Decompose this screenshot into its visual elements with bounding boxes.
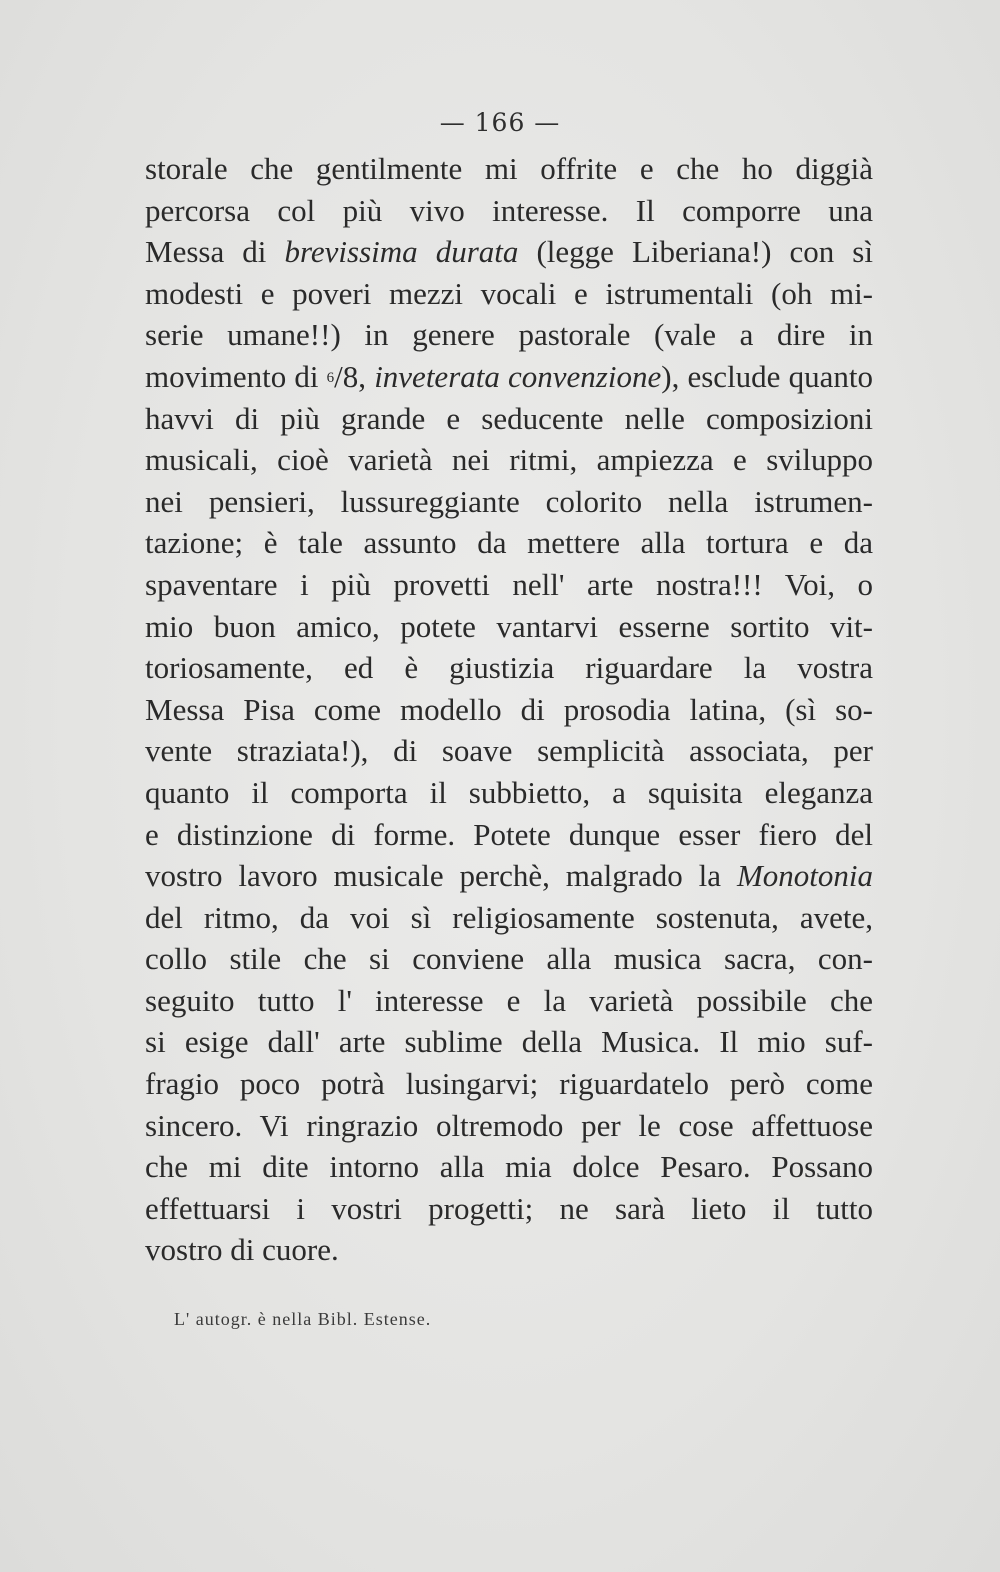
text-run: havvi di più grande e seducente nelle composizioni — [145, 400, 873, 436]
fraction-numerator: 6 — [326, 369, 335, 386]
text-run: vostro di cuore. — [145, 1232, 339, 1268]
text-run: che mi dite intorno alla mia dolce Pesaro. Possano — [145, 1149, 873, 1185]
text-run: percorsa col più vivo interesse. Il comporre una — [145, 192, 873, 228]
footnote: L' autogr. è nella Bibl. Estense. — [174, 1309, 432, 1329]
text-line — [145, 814, 873, 856]
text-line — [145, 647, 873, 689]
text-run: storale che gentilmente mi offrite e che ho diggià — [145, 151, 873, 186]
text-line — [145, 398, 873, 440]
text-run: mio buon amico, potete vantarvi esserne sortito vit- — [145, 608, 873, 644]
text-line — [145, 1229, 873, 1271]
text-line — [145, 730, 873, 772]
text-line — [145, 481, 873, 523]
text-run: (legge Liberiana!) con sì — [518, 234, 873, 270]
text-run: toriosamente, ed è giustizia riguardare la vostra — [145, 650, 873, 686]
text-line — [145, 439, 873, 481]
text-run: sincero. Vi ringrazio oltremodo per le cose affettuose — [145, 1107, 873, 1143]
page-number: — 166 — — [439, 108, 561, 137]
text-line — [145, 314, 873, 356]
text-line — [145, 1063, 873, 1105]
text-run: seguito tutto l' interesse e la varietà possibile che — [145, 982, 873, 1018]
text-run: effettuarsi i vostri progetti; ne sarà lieto il tutto — [145, 1190, 873, 1226]
text-run: spaventare i più provetti nell' arte nostra!!! Voi, o — [145, 566, 873, 602]
text-line — [145, 564, 873, 606]
italic-run: brevissima durata — [284, 234, 519, 270]
text-run: nei pensieri, lussureggiante colorito nella istrumen- — [145, 483, 873, 519]
text-run: vente straziata!), di soave semplicità associata, per — [145, 733, 873, 769]
text-line — [145, 689, 873, 731]
text-line — [145, 772, 873, 814]
text-run: modesti e poveri mezzi vocali e istrumentali (oh mi- — [145, 275, 873, 311]
text-line — [145, 148, 873, 190]
text-line — [145, 522, 873, 564]
text-run: /8, — [334, 358, 375, 394]
text-line — [145, 897, 873, 939]
italic-run: inveterata convenzione — [374, 358, 662, 394]
text-line — [145, 356, 873, 398]
text-run: Messa Pisa come modello di prosodia latina, (sì so- — [145, 691, 873, 727]
letter-body — [145, 148, 873, 1271]
text-run: fragio poco potrà lusingarvi; riguardatelo però come — [145, 1066, 873, 1102]
text-run: movimento di — [145, 358, 327, 394]
text-run: vostro lavoro musicale perchè, malgrado la — [145, 858, 737, 894]
text-run: serie umane!!) in genere pastorale (vale a dire in — [145, 317, 873, 353]
text-run: ), esclude quanto — [661, 358, 873, 394]
text-run: musicali, cioè varietà nei ritmi, ampiezza e sviluppo — [145, 442, 873, 478]
text-line — [145, 1105, 873, 1147]
text-line — [145, 1188, 873, 1230]
text-line — [145, 1146, 873, 1188]
italic-run: Monotonia — [736, 858, 873, 894]
text-line — [145, 273, 873, 315]
text-line — [145, 1021, 873, 1063]
text-run: del ritmo, da voi sì religiosamente sostenuta, avete, — [145, 899, 873, 935]
text-line — [145, 190, 873, 232]
text-line — [145, 980, 873, 1022]
text-run: tazione; è tale assunto da mettere alla tortura e da — [145, 525, 873, 561]
text-run: Messa di — [145, 234, 285, 270]
text-run: e distinzione di forme. Potete dunque esser fiero del — [145, 816, 873, 852]
text-run: quanto il comporta il subbietto, a squisita eleganza — [145, 774, 873, 810]
text-run: collo stile che si conviene alla musica sacra, con- — [145, 941, 873, 977]
text-line — [145, 231, 873, 273]
text-line — [145, 938, 873, 980]
text-line — [145, 855, 873, 897]
text-line — [145, 606, 873, 648]
text-run: si esige dall' arte sublime della Musica. Il mio suf- — [145, 1024, 873, 1060]
